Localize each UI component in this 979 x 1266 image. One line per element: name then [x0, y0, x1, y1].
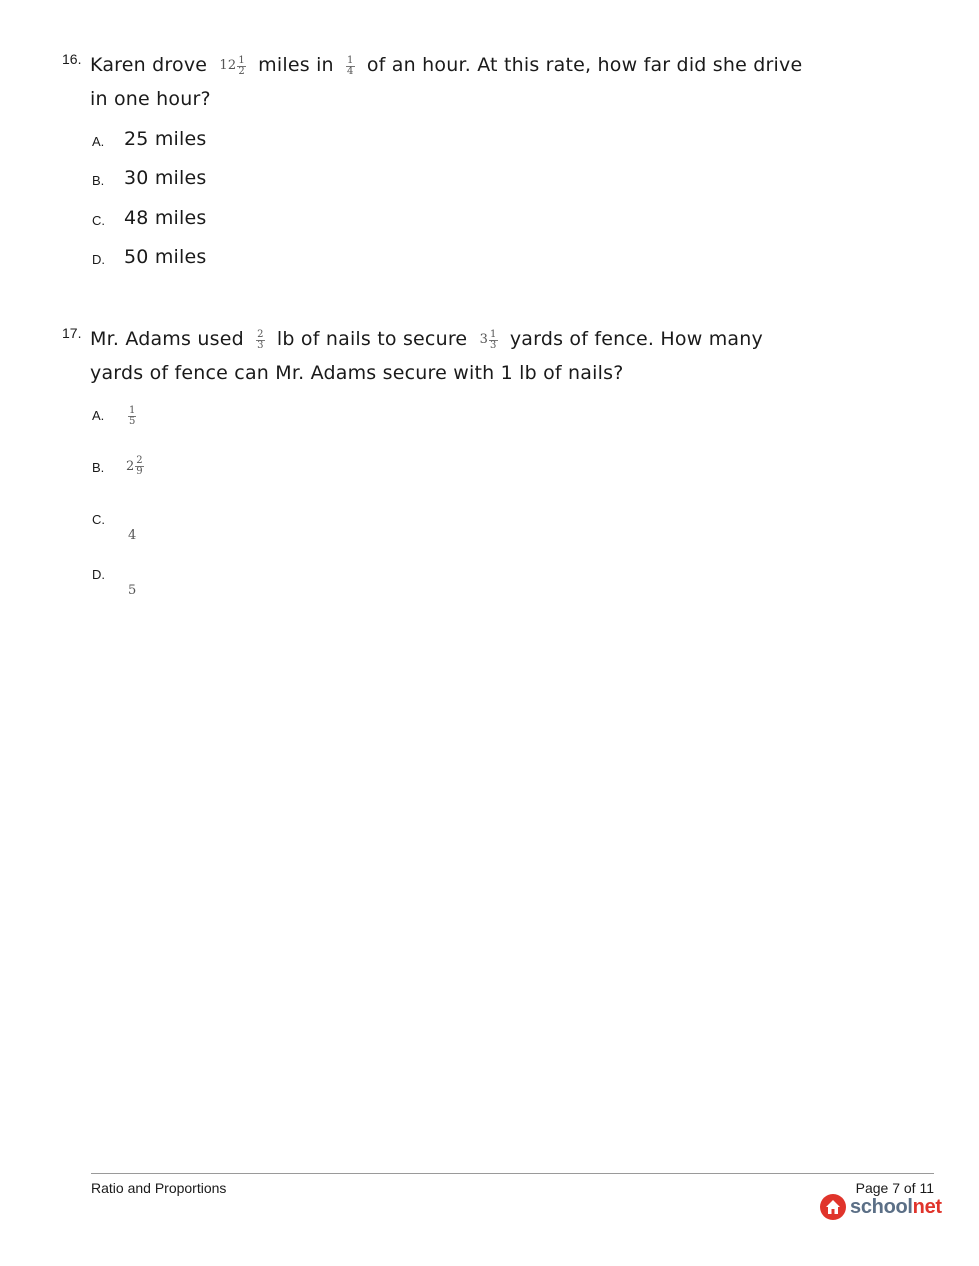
mixed-number — [480, 322, 498, 357]
choice-fraction — [128, 406, 136, 427]
mixed-whole: 12 — [219, 58, 237, 73]
fraction — [256, 323, 265, 357]
choice-letter: A. — [92, 134, 105, 149]
choice-value: 4 — [128, 528, 137, 543]
question-stem-line-2: in one hour? — [90, 88, 211, 110]
choice-value: 5 — [128, 583, 137, 598]
choice-text: 48 miles — [124, 207, 207, 229]
question-stem-line-1 — [90, 322, 763, 356]
question-stem-line-2: yards of fence can Mr. Adams secure with 1 lb of nails? — [90, 362, 624, 384]
mixed-whole: 2 — [126, 459, 135, 474]
numerator: 1 — [490, 328, 497, 340]
mixed-whole: 3 — [479, 332, 489, 347]
fraction — [489, 330, 498, 351]
question-stem — [90, 322, 763, 390]
question-number: 16. — [62, 51, 82, 67]
stem-text: yards of fence. How many — [509, 328, 763, 350]
numerator: 1 — [238, 54, 245, 66]
choice-letter: D. — [92, 252, 105, 267]
stem-text: miles in — [258, 54, 334, 76]
numerator: 2 — [136, 455, 143, 466]
home-icon — [820, 1194, 846, 1220]
choice-letter: D. — [92, 567, 105, 582]
fraction — [346, 49, 355, 83]
stem-text: lb of nails to secure — [276, 328, 468, 350]
numerator: 1 — [347, 55, 354, 66]
numerator: 1 — [129, 405, 136, 416]
numerator: 2 — [257, 329, 264, 340]
denominator: 3 — [257, 340, 264, 351]
schoolnet-logo — [820, 1194, 942, 1224]
choice-text: 30 miles — [124, 167, 207, 189]
denominator: 9 — [136, 466, 143, 477]
choice-letter: B. — [92, 173, 105, 188]
choice-letter: C. — [92, 512, 105, 527]
denominator: 2 — [238, 65, 245, 77]
page-indicator: Page 7 of 11 — [855, 1180, 934, 1196]
stem-text: Mr. Adams used — [90, 328, 244, 350]
question-stem-line-1 — [90, 48, 802, 82]
fraction — [237, 56, 246, 77]
footer-title: Ratio and Proportions — [91, 1180, 227, 1196]
choice-text: 25 miles — [124, 128, 207, 150]
stem-text: of an hour. At this rate, how far did she drive — [366, 54, 803, 76]
denominator: 3 — [490, 339, 497, 351]
choice-letter: C. — [92, 213, 105, 228]
mixed-number — [219, 48, 246, 83]
choice-mixed-number — [126, 456, 144, 477]
question-17 — [62, 322, 842, 612]
logo-wordmark: schoolnet — [850, 1195, 942, 1218]
choice-text: 50 miles — [124, 246, 207, 268]
denominator: 5 — [129, 416, 136, 427]
question-number: 17. — [62, 325, 82, 341]
stem-text: Karen drove — [90, 54, 208, 76]
denominator: 4 — [347, 66, 354, 77]
choice-letter: A. — [92, 408, 105, 423]
question-stem — [90, 48, 802, 116]
footer-divider — [91, 1173, 934, 1174]
question-16 — [62, 48, 842, 288]
choice-letter: B. — [92, 460, 105, 475]
